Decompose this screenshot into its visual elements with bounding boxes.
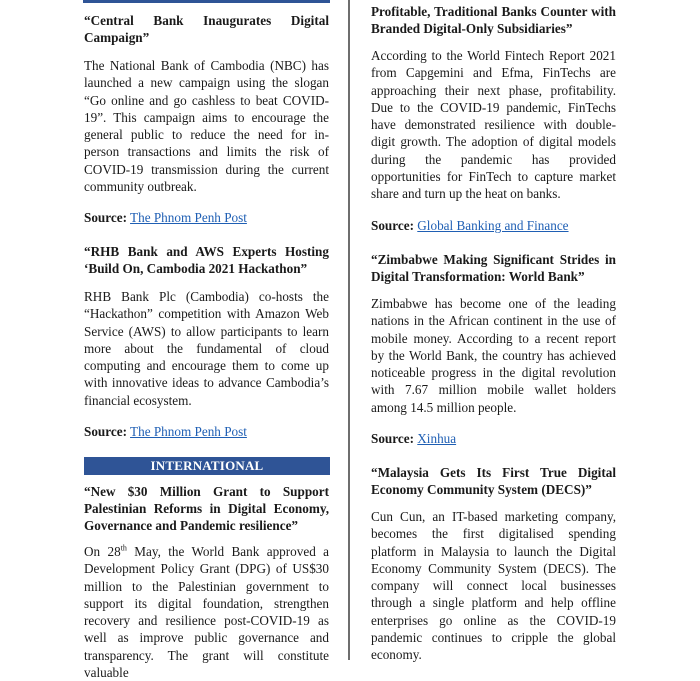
article-headline: “Central Bank Inaugurates Digital Campaign” bbox=[84, 13, 329, 45]
article-body: According to the World Fintech Report 2021 from Capgemini and Efma, FinTechs are approaching their next phase, profitability. Due to the COVID-19 pandemic, FinTechs have demonstrated resilience with double-digit growth. The adoption of digital models during the pandemic has provided opportunities for FinTech to capture market share and turn up the heat on banks. bbox=[371, 48, 616, 202]
section-header-international: INTERNATIONAL bbox=[84, 457, 330, 475]
body-prefix: On 28 bbox=[84, 544, 121, 559]
article-zimbabwe bbox=[371, 251, 616, 416]
source-label: Source: bbox=[84, 210, 127, 225]
ordinal-suffix: th bbox=[120, 543, 127, 553]
source-link[interactable]: The Phnom Penh Post bbox=[130, 424, 247, 439]
body-rest: May, the World Bank approved a Development Policy Grant (DPG) of US$30 million to the Palestinian government to support its digital foundation, strengthen recovery and resilience post-COVID-19 as well as improve public governance and transparency. The grant will constitute valuable bbox=[84, 544, 330, 681]
article-malaysia-decs bbox=[371, 464, 616, 664]
source-link[interactable]: Global Banking and Finance bbox=[417, 218, 569, 233]
article-source bbox=[371, 217, 616, 234]
article-source bbox=[84, 423, 329, 440]
article-body: The National Bank of Cambodia (NBC) has launched a new campaign using the slogan “Go online and go cashless to beat COVID-19”. This campaign aims to encourage the general public to reduce the need for in-person transactions and limits the risk of COVID-19 transmission during the current community outbreak. bbox=[84, 58, 329, 195]
article-headline: “Zimbabwe Making Significant Strides in Digital Transformation: World Bank” bbox=[371, 252, 616, 284]
article-body: Zimbabwe has become one of the leading nations in the African continent in the use of mobile money. According to a recent report by the World Bank, the country has achieved noticeable progress in the digital revolution with 7.67 million mobile wallet holders among 14.5 million people. bbox=[371, 296, 616, 415]
article-body bbox=[84, 543, 329, 681]
source-label: Source: bbox=[371, 431, 414, 446]
article-body: Cun Cun, an IT-based marketing company, becomes the first digitalised spending platform in Malaysia to launch the Digital Economy Community System (DECS). The company will connect local businesses through a single platform and help offline enterprises go online as the COVID-19 pandemic continues to cripple the global economy. bbox=[371, 509, 616, 663]
source-label: Source: bbox=[371, 218, 414, 233]
article-central-bank bbox=[84, 12, 329, 195]
section-top-bar bbox=[83, 0, 330, 3]
source-label: Source: bbox=[84, 424, 127, 439]
article-headline: “RHB Bank and AWS Experts Hosting ‘Build On, Cambodia 2021 Hackathon” bbox=[84, 244, 329, 276]
source-link[interactable]: Xinhua bbox=[417, 431, 457, 446]
article-palestine-grant bbox=[84, 483, 329, 681]
article-source bbox=[84, 209, 329, 226]
article-headline: Profitable, Traditional Banks Counter with Branded Digital-Only Subsidiaries” bbox=[371, 4, 616, 36]
column-divider bbox=[348, 0, 350, 660]
article-source bbox=[371, 430, 616, 447]
article-fintech-report bbox=[371, 3, 616, 203]
article-headline: “New $30 Million Grant to Support Palestinian Reforms in Digital Economy, Governance and Pandemic resilience” bbox=[84, 484, 329, 533]
article-rhb-aws bbox=[84, 243, 329, 409]
article-body: RHB Bank Plc (Cambodia) co-hosts the “Hackathon” competition with Amazon Web Service (AWS) to allow participants to learn more about the fundamental of cloud computing and encourage them to come up with innovative ideas to advance Cambodia’s financial ecosystem. bbox=[84, 289, 329, 408]
source-link[interactable]: The Phnom Penh Post bbox=[130, 210, 247, 225]
article-headline: “Malaysia Gets Its First True Digital Economy Community System (DECS)” bbox=[371, 465, 616, 497]
